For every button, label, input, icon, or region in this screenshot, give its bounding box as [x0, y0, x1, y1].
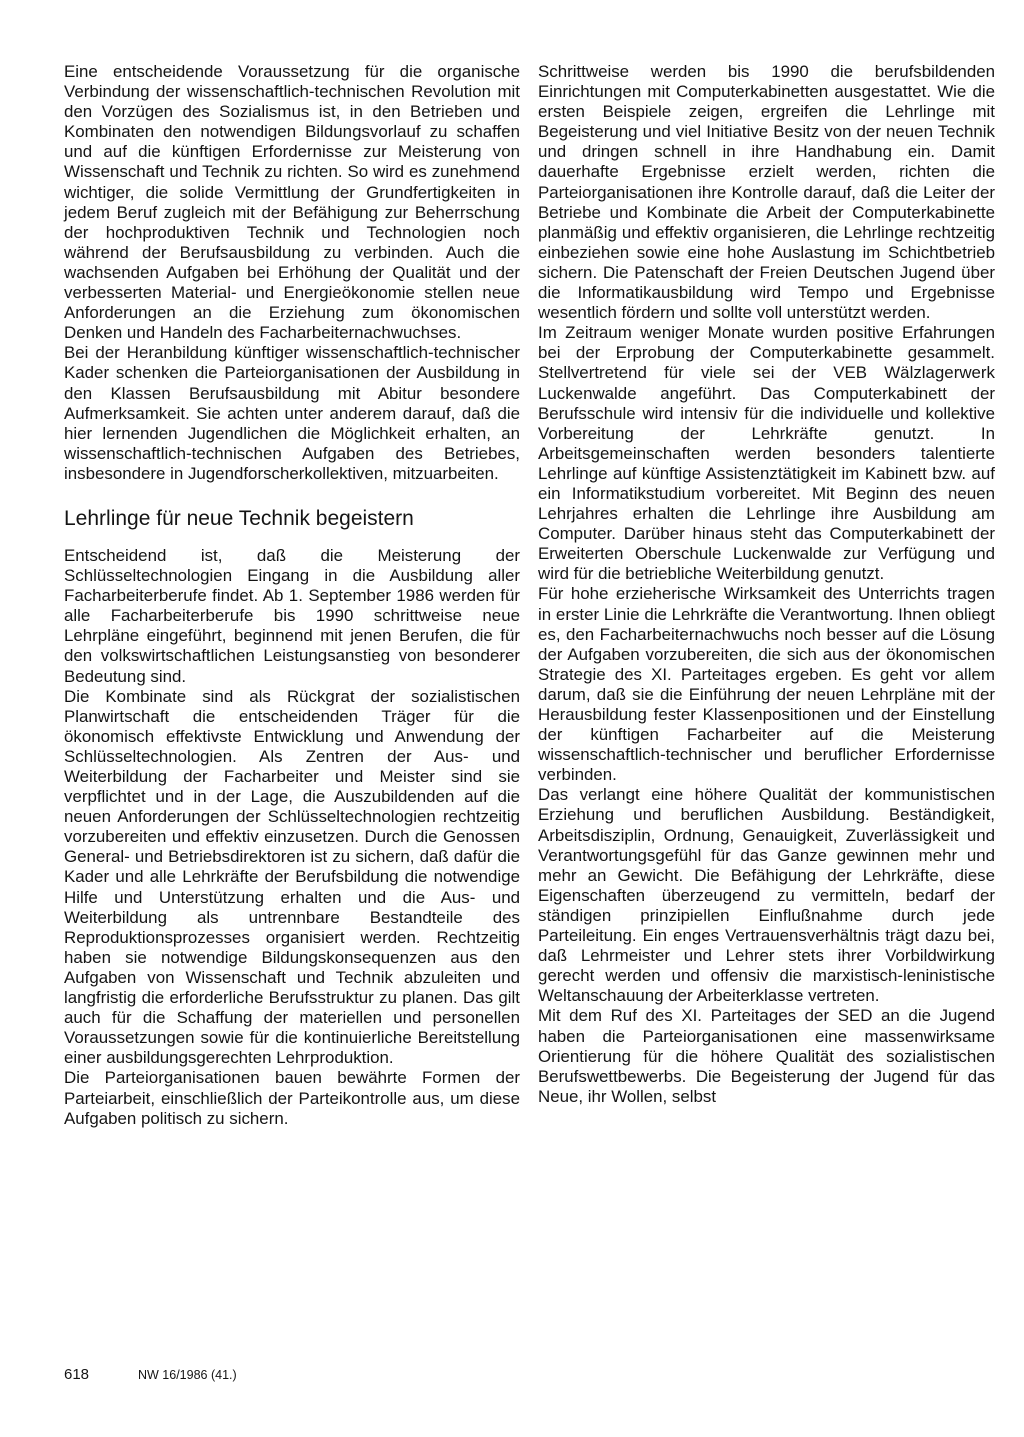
- left-column: [64, 62, 520, 1129]
- paragraph: Eine entscheidende Voraussetzung für die organische Verbindung der wissenschaftlich-technischen Revolution mit den Vorzügen des Sozialismus ist, in den Betrieben und Kombinaten den notwendigen Bildungsvorlauf zu schaffen und auf die künftigen Erfordernisse zur Meisterung von Wissenschaft und Technik zu richten. So wird es zunehmend wichtiger, die solide Vermittlung der Grundfertigkeiten in jedem Beruf zugleich mit der Befähigung zur Beherrschung der hochproduktiven Technik und Technologien noch während der Berufsausbildung zu verbinden. Auch die wachsenden Aufgaben bei Erhöhung der Qualität und der verbesserten Material- und Energieökonomie stellen neue Anforderungen an die Erziehung zum ökonomischen Denken und Handeln des Facharbeiternachwuchses.: [64, 62, 520, 343]
- paragraph: Die Kombinate sind als Rückgrat der sozialistischen Planwirtschaft die entscheidenden Träger für die ökonomisch effektivste Entwicklung und Anwendung der Schlüsseltechnologien. Als Zentren der Aus- und Weiterbildung der Facharbeiter und Meister sind sie verpflichtet und in der Lage, die Auszubildenden auf die neuen Anforderungen der Schlüsseltechnologien rechtzeitig vorzubereiten und effektiv einzusetzen. Durch die Genossen General- und Betriebsdirektoren ist zu sichern, daß dafür die Kader und alle Lehrkräfte der Berufsbildung die notwendige Hilfe und Unterstützung erhalten und die Aus- und Weiterbildung als untrennbare Bestandteile des Reproduktionsprozesses organisiert werden. Rechtzeitig haben sie notwendige Bildungskonsequenzen aus den Aufgaben von Wissenschaft und Technik abzuleiten und langfristig die erforderliche Berufsstruktur zu planen. Das gilt auch für die Schaffung der materiellen und personellen Voraussetzungen sowie für die kontinuierliche Bereitstellung einer ausbildungsgerechten Lehrproduktion.: [64, 686, 520, 1068]
- paragraph: Für hohe erzieherische Wirksamkeit des Unterrichts tragen in erster Linie die Lehrkräfte die Verantwortung. Ihnen obliegt es, den Facharbeiternachwuchs noch besser auf die Lösung der Aufgaben vorzubereiten, die sich aus der ökonomischen Strategie des XI. Parteitages ergeben. Es geht vor allem darum, daß sie die Einführung der neuen Lehrpläne mit der Herausbildung fester Klassenpositionen und der Einstellung der künftigen Facharbeiter auf die Meisterung wissenschaftlich-technischer und beruflicher Erfordernisse verbinden.: [538, 584, 995, 785]
- publication-source: NW 16/1986 (41.): [138, 1368, 237, 1382]
- section-heading: Lehrlinge für neue Technik begeistern: [64, 506, 414, 530]
- paragraph: Entscheidend ist, daß die Meisterung der Schlüsseltechnologien Eingang in die Ausbildung aller Facharbeiterberufe findet. Ab 1. September 1986 werden für alle Facharbeiterberufe bis 1990 schrittweise neue Lehrpläne eingeführt, beginnend mit jenen Berufen, die für den volkswirtschaftlichen Leistungsanstieg von besonderer Bedeutung sind.: [64, 545, 520, 686]
- paragraph: Mit dem Ruf des XI. Parteitages der SED an die Jugend haben die Parteiorganisationen eine massenwirksame Orientierung für die höhere Qualität des sozialistischen Berufswettbewerbs. Die Begeisterung der Jugend für das Neue, ihr Wollen, selbst: [538, 1006, 995, 1106]
- page-number: 618: [64, 1366, 90, 1383]
- right-column: [538, 62, 995, 1107]
- paragraph: Bei der Heranbildung künftiger wissenschaftlich-technischer Kader schenken die Parteiorganisationen der Ausbildung in den Klassen Berufsausbildung mit Abitur besondere Aufmerksamkeit. Sie achten unter anderem darauf, daß die hier lernenden Jugendlichen die Möglichkeit erhalten, an wissenschaftlich-technischen Aufgaben des Betriebes, insbesondere in Jugendforscherkollektiven, mitzuarbeiten.: [64, 343, 520, 483]
- page-footer: [64, 1366, 237, 1384]
- paragraph: Schrittweise werden bis 1990 die berufsbildenden Einrichtungen mit Computerkabinetten ausgestattet. Wie die ersten Beispiele zeigen, ergreifen die Lehrlinge mit Begeisterung und viel Initiative Besitz von der neuen Technik und dringen schnell in ihre Handhabung ein. Damit dauerhafte Ergebnisse erzielt werden, richten die Parteiorganisationen ihre Kontrolle darauf, daß die Leiter der Betriebe und Kombinate die Arbeit der Computerkabinette planmäßig und effektiv organisieren, die Lehrlinge rechtzeitig einbeziehen sowie eine hohe Auslastung im Schichtbetrieb sichern. Die Patenschaft der Freien Deutschen Jugend über die Informatikausbildung wird Tempo und Ergebnisse wesentlich fördern und sollte voll unterstützt werden.: [538, 62, 995, 323]
- paragraph: Die Parteiorganisationen bauen bewährte Formen der Parteiarbeit, einschließlich der Parteikontrolle aus, um diese Aufgaben politisch zu sichern.: [64, 1068, 520, 1128]
- paragraph: Im Zeitraum weniger Monate wurden positive Erfahrungen bei der Erprobung der Computerkabinette gesammelt. Stellvertretend für viele sei der VEB Wälzlagerwerk Luckenwalde angeführt. Das Computerkabinett der Berufsschule wird intensiv für die individuelle und kollektive Vorbereitung der Lehrkräfte genutzt. In Arbeitsgemeinschaften werden besonders talentierte Lehrlinge auf künftige Assistenztätigkeit im Kabinett bzw. auf ein Informatikstudium vorbereitet. Mit Beginn des neuen Lehrjahres erhalten die Lehrlinge ihre Ausbildung am Computer. Darüber hinaus steht das Computerkabinett der Erweiterten Oberschule Luckenwalde zur Verfügung und wird für die betriebliche Weiterbildung genutzt.: [538, 323, 995, 584]
- paragraph: Das verlangt eine höhere Qualität der kommunistischen Erziehung und beruflichen Ausbildung. Beständigkeit, Arbeitsdisziplin, Ordnung, Genauigkeit, Zuverlässigkeit und Verantwortungsgefühl für das Ganze gewinnen mehr und mehr an Gewicht. Die Befähigung der Lehrkräfte, diese Eigenschaften überzeugend zu vermitteln, bedarf der ständigen prinzipiellen Einflußnahme durch jede Parteileitung. Ein enges Vertrauensverhältnis trägt dazu bei, daß Lehrmeister und Lehrer stets ihrer Vorbildwirkung gerecht werden und offensiv die marxistisch-leninistische Weltanschauung der Arbeiterklasse vertreten.: [538, 785, 995, 1006]
